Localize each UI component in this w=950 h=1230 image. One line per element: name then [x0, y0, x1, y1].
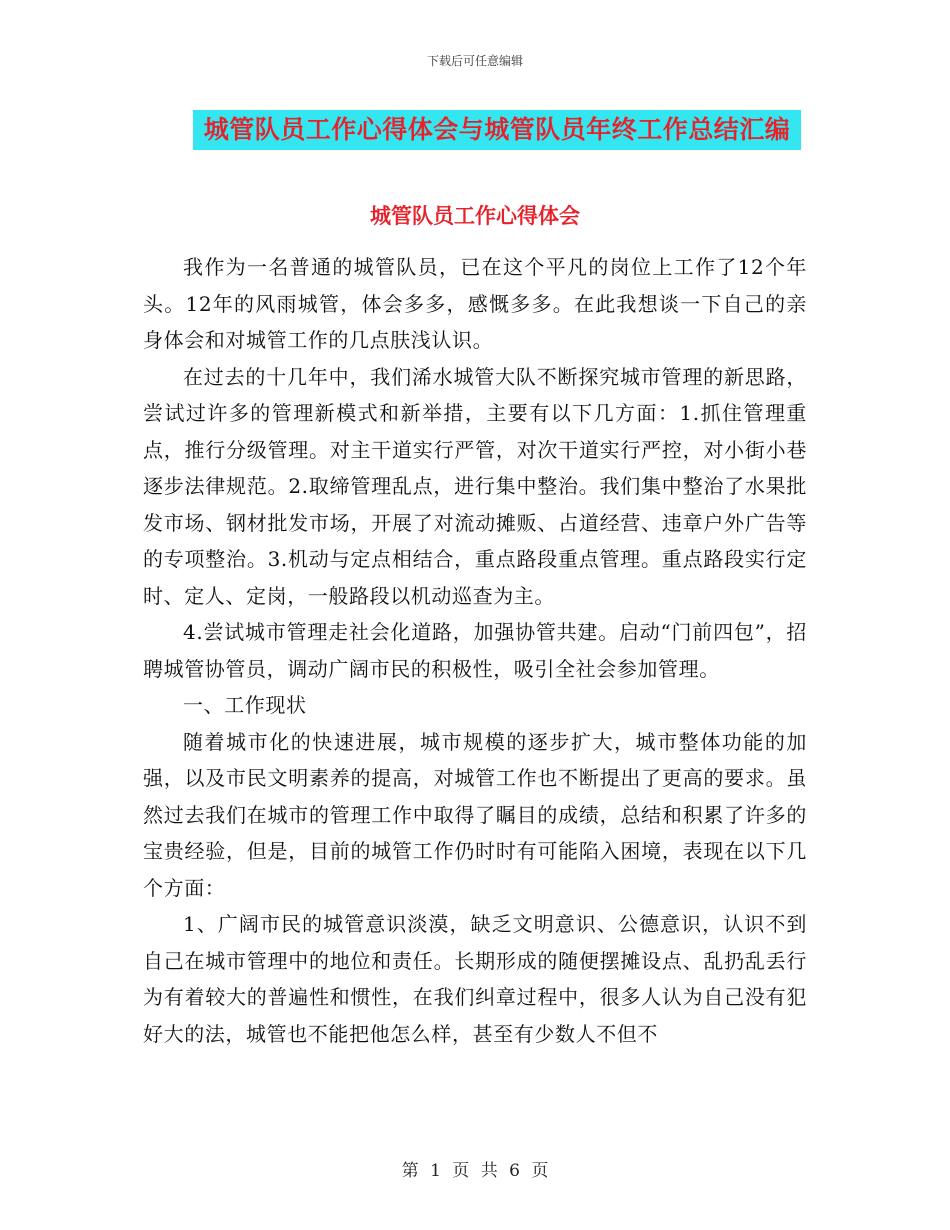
paragraph: 1、广阔市民的城管意识淡漠，缺乏文明意识、公德意识，认识不到自己在城市管理中的地位和责任。长期形成的随便摆摊设点、乱扔乱丢行为有着较大的普遍性和惯性，在我们纠章过程中，很多人认为自己没有犯好大的法，城管也不能把他怎么样，甚至有少数人不但不	[143, 912, 807, 1046]
body-text	[143, 249, 807, 1052]
section-heading: 一、工作现状	[183, 693, 307, 717]
main-title-highlight	[193, 110, 801, 150]
paragraph: 4.尝试城市管理走社会化道路，加强协管共建。启动“门前四包”，招聘城管协管员，调动广阔市民的积极性，吸引全社会参加管理。	[143, 620, 807, 681]
paragraph: 随着城市化的快速进展，城市规模的逐步扩大，城市整体功能的加强，以及市民文明素养的提高，对城管工作也不断提出了更高的要求。虽然过去我们在城市的管理工作中取得了瞩目的成绩，总结和积累了许多的宝贵经验，但是，目前的城管工作仍时时有可能陷入困境，表现在以下几个方面：	[143, 729, 807, 900]
page-footer: 第 1 页 共 6 页	[401, 1161, 549, 1181]
section-title: 城管队员工作心得体会	[370, 204, 580, 228]
paragraph: 在过去的十几年中，我们浠水城管大队不断探究城市管理的新思路，尝试过许多的管理新模式和新举措，主要有以下几方面：1.抓住管理重点，推行分级管理。对主干道实行严管，对次干道实行严控，对小街小巷逐步法律规范。2.取缔管理乱点，进行集中整治。我们集中整治了水果批发市场、钢材批发市场，开展了对流动摊贩、占道经营、违章户外广告等的专项整治。3.机动与定点相结合，重点路段重点管理。重点路段实行定时、定人、定岗，一般路段以机动巡查为主。	[143, 364, 807, 608]
main-title: 城管队员工作心得体会与城管队员年终工作总结汇编	[203, 115, 791, 144]
paragraph: 我作为一名普通的城管队员，已在这个平凡的岗位上工作了12个年头。12年的风雨城管，体会多多，感慨多多。在此我想谈一下自己的亲身体会和对城管工作的几点肤浅认识。	[143, 255, 807, 352]
header-note: 下载后可任意编辑	[426, 54, 523, 68]
